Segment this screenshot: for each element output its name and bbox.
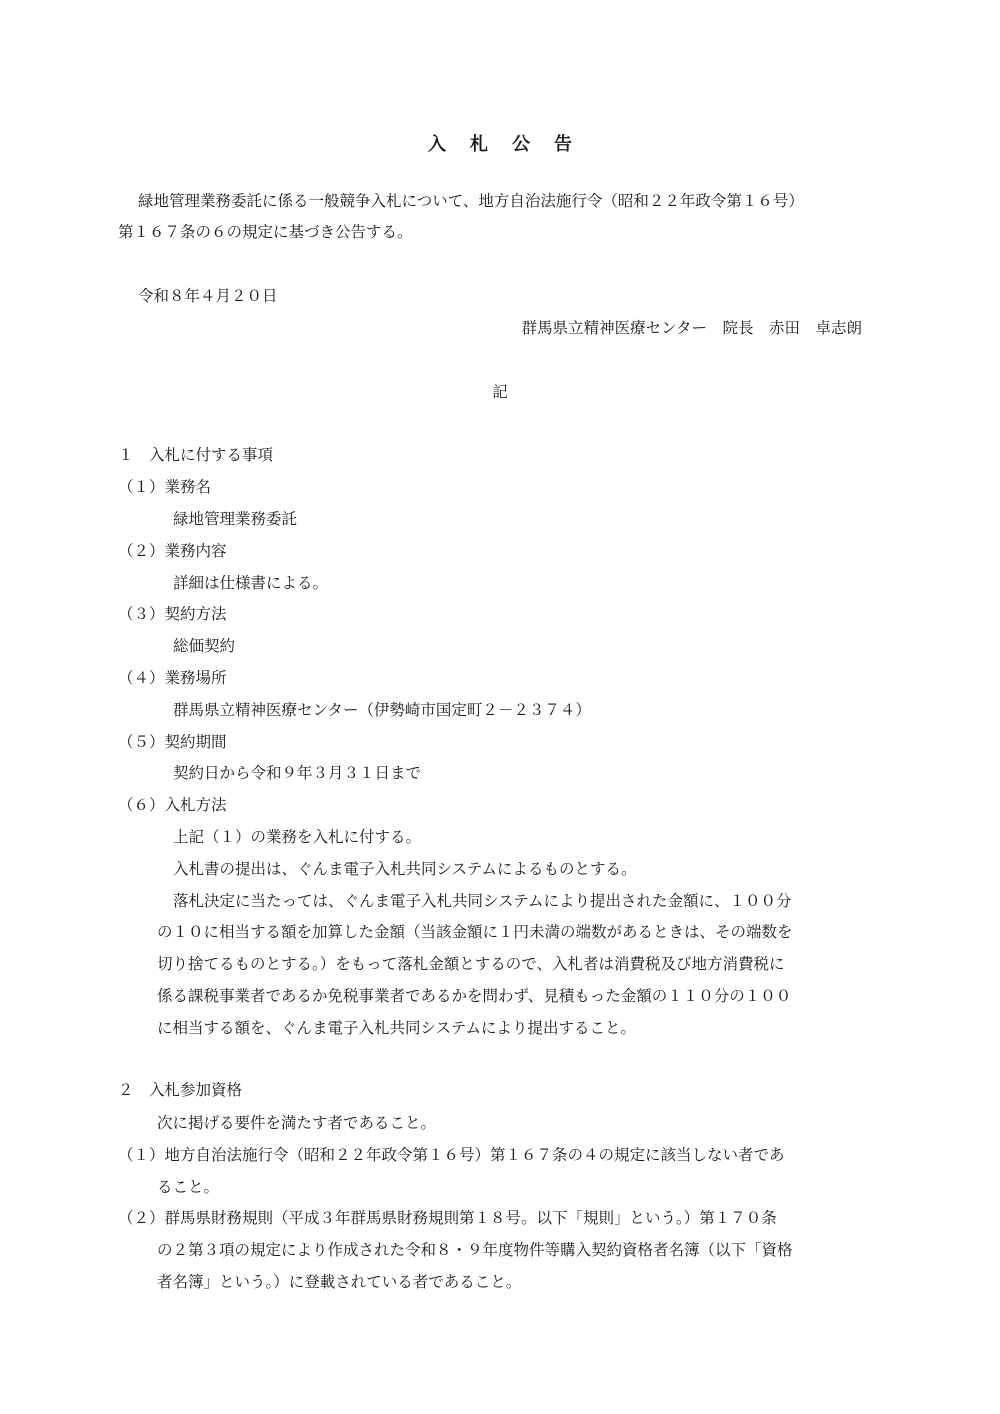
section-2-lead: 次に掲げる要件を満たす者であること。 <box>157 1114 437 1132</box>
item-label-contract-period: （５）契約期間 <box>118 733 227 751</box>
item-text-business-content: 詳細は仕様書による。 <box>173 574 329 592</box>
item-text-bid-method: 上記（１）の業務を入札に付する。 <box>173 828 422 846</box>
bid-method-line-4: 切り捨てるものとする。）をもって落札金額とするので、入札者は消費税及び地方消費税に <box>157 955 785 973</box>
section-1-heading: １ 入札に付する事項 <box>118 446 274 464</box>
bid-method-line-2: 落札決定に当たっては、ぐんま電子入札共同システムにより提出された金額に、１００分 <box>173 892 792 910</box>
item-text-business-name: 緑地管理業務委託 <box>173 510 298 528</box>
bid-method-line-1: 入札書の提出は、ぐんま電子入札共同システムによるものとする。 <box>173 860 637 878</box>
bid-method-line-5: 係る課税事業者であるか免税事業者であるかを問わず、見積もった金額の１１０分の１００ <box>157 987 792 1005</box>
intro-line-2: 第１６７条の６の規定に基づき公告する。 <box>118 223 413 241</box>
qualification-2-line-1: （２）群馬県財務規則（平成３年群馬県財務規則第１８号。以下「規則」という。）第１７０条 <box>118 1209 777 1227</box>
notice-date: 令和８年４月２０日 <box>138 287 278 305</box>
item-label-bid-method: （６）入札方法 <box>118 796 227 814</box>
qualification-2-line-3: 者名簿」という。）に登載されている者であること。 <box>157 1273 522 1291</box>
intro-line-1: 緑地管理業務委託に係る一般競争入札について、地方自治法施行令（昭和２２年政令第１６号） <box>138 192 804 210</box>
bid-method-line-3: の１０に相当する額を加算した金額（当該金額に１円未満の端数があるときは、その端数を <box>157 923 793 941</box>
item-label-contract-method: （３）契約方法 <box>118 605 227 623</box>
qualification-1-line-1: （１）地方自治法施行令（昭和２２年政令第１６号）第１６７条の４の規定に該当しない者であ <box>118 1146 785 1164</box>
bid-method-line-6: に相当する額を、ぐんま電子入札共同システムにより提出すること。 <box>157 1019 636 1037</box>
item-text-contract-method: 総価契約 <box>173 637 236 655</box>
qualification-2-line-2: の２第３項の規定により作成された令和８・９年度物件等購入契約資格者名簿（以下「資格 <box>157 1241 793 1259</box>
document-title: 入札公告 <box>428 134 596 155</box>
section-2-heading: ２ 入札参加資格 <box>118 1081 243 1099</box>
ki-marker: 記 <box>492 383 508 401</box>
item-label-business-content: （２）業務内容 <box>118 542 227 560</box>
item-text-contract-period: 契約日から令和９年３月３１日まで <box>173 764 422 782</box>
issuer-name: 群馬県立精神医療センター 院長 赤田 卓志朗 <box>521 319 862 337</box>
item-label-business-location: （４）業務場所 <box>118 669 227 687</box>
item-label-business-name: （１）業務名 <box>118 478 212 496</box>
qualification-1-line-2: ること。 <box>157 1178 220 1196</box>
item-text-business-location: 群馬県立精神医療センター（伊勢崎市国定町２－２３７４） <box>173 701 591 719</box>
